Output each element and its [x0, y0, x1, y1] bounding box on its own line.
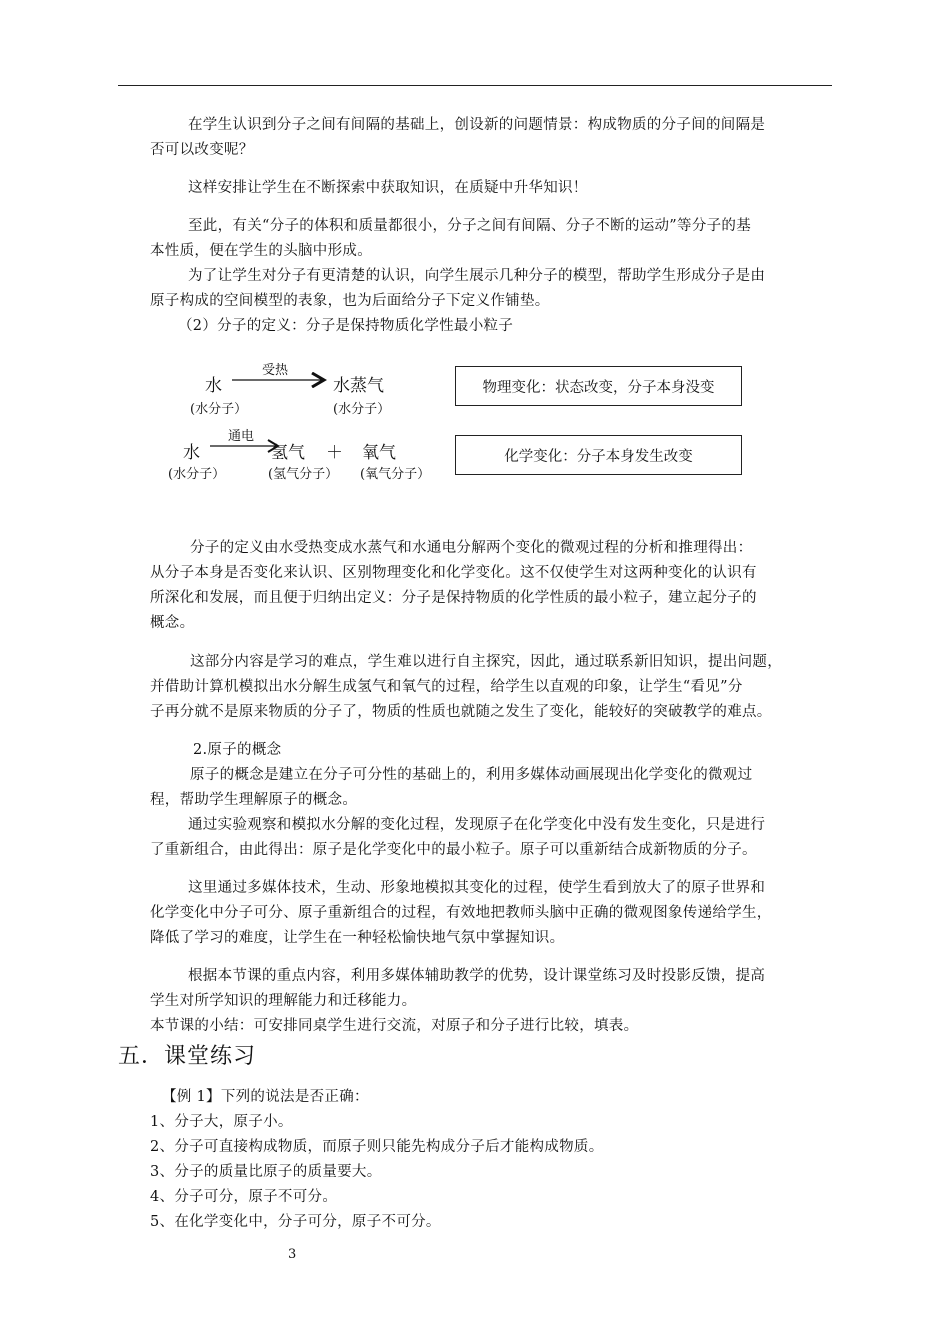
- paragraph-line: 降低了学习的难度，让学生在一种轻松愉快地气氛中掌握知识。: [150, 930, 565, 946]
- paragraph-line: 原子的概念是建立在分子可分性的基础上的，利用多媒体动画展现出化学变化的微观过: [190, 767, 753, 783]
- paragraph-line: 了重新组合，由此得出：原子是化学变化中的最小粒子。原子可以重新结合成新物质的分子。: [150, 842, 757, 858]
- paragraph-line: 子再分就不是原来物质的分子了，物质的性质也就随之发生了变化，能较好的突破教学的难点。: [150, 704, 772, 720]
- page-number: 3: [288, 1247, 297, 1262]
- steam-molecule-label: (水分子）: [333, 402, 391, 417]
- water-molecule-label: (水分子）: [190, 402, 248, 417]
- chemical-change-text: 化学变化：分子本身发生改变: [504, 448, 693, 465]
- hydrogen-molecule-label: (氢气分子）: [268, 467, 339, 482]
- paragraph-line: 在学生认识到分子之间有间隔的基础上，创设新的问题情景：构成物质的分子间的间隔是: [188, 117, 766, 133]
- oxygen-molecule-label: (氧气分子）: [360, 467, 431, 482]
- header-rule: [118, 85, 832, 86]
- paragraph-line: 否可以改变呢？: [150, 142, 254, 158]
- hydrogen-label: 氢气: [271, 443, 305, 463]
- water-label-2: 水: [183, 443, 200, 463]
- paragraph-line: 至此，有关“分子的体积和质量都很小，分子之间有间隔、分子不断的运动”等分子的基: [188, 218, 752, 234]
- exercise-item: 4、分子可分，原子不可分。: [150, 1189, 338, 1205]
- oxygen-label: 氧气: [362, 443, 396, 463]
- physical-change-box: [455, 366, 742, 406]
- paragraph-line: 学生对所学知识的理解能力和迁移能力。: [150, 993, 417, 1009]
- subheading-atom-concept: 2.原子的概念: [193, 742, 282, 758]
- electrolysis-label: 通电: [228, 429, 255, 444]
- example-title: 【例 1】下列的说法是否正确：: [162, 1089, 369, 1105]
- plus-sign: ＋: [326, 443, 343, 463]
- exercise-item: 3、分子的质量比原子的质量要大。: [150, 1164, 382, 1180]
- exercise-item: 1、分子大，原子小。: [150, 1114, 293, 1130]
- exercise-item: 2、分子可直接构成物质，而原子则只能先构成分子后才能构成物质。: [150, 1139, 604, 1155]
- paragraph-line: 并借助计算机模拟出水分解生成氢气和氧气的过程，给学生以直观的印象，让学生“看见”分: [150, 679, 743, 695]
- paragraph-line: 根据本节课的重点内容，利用多媒体辅助教学的优势，设计课堂练习及时投影反馈，提高: [188, 968, 766, 984]
- paragraph-line: 原子构成的空间模型的表象，也为后面给分子下定义作铺垫。: [150, 293, 550, 309]
- paragraph-line: 概念。: [150, 615, 195, 631]
- chemical-change-box: [455, 435, 742, 475]
- paragraph-line: 为了让学生对分子有更清楚的认识，向学生展示几种分子的模型，帮助学生形成分子是由: [188, 268, 766, 284]
- paragraph-line: 从分子本身是否变化来认识、区别物理变化和化学变化。这不仅使学生对这两种变化的认识有: [150, 565, 757, 581]
- physical-change-text: 物理变化：状态改变，分子本身没变: [482, 379, 715, 396]
- paragraph-line: 通过实验观察和模拟水分解的变化过程，发现原子在化学变化中没有发生变化，只是进行: [188, 817, 766, 833]
- water-molecule-label-2: (水分子）: [168, 467, 226, 482]
- section-heading: 五．课堂练习: [118, 1044, 257, 1069]
- arrow-icon: [232, 372, 332, 388]
- paragraph-line: 这样安排让学生在不断探索中获取知识，在质疑中升华知识！: [188, 180, 588, 196]
- water-label: 水: [205, 376, 222, 396]
- paragraph-line: 本性质，便在学生的头脑中形成。: [150, 243, 372, 259]
- paragraph-line: 分子的定义由水受热变成水蒸气和水通电分解两个变化的微观过程的分析和推理得出：: [190, 540, 753, 556]
- paragraph-line: 程，帮助学生理解原子的概念。: [150, 792, 358, 808]
- paragraph-line: 这部分内容是学习的难点，学生难以进行自主探究，因此，通过联系新旧知识，提出问题，: [190, 654, 782, 670]
- exercise-item: 5、在化学变化中，分子可分，原子不可分。: [150, 1214, 441, 1230]
- paragraph-line: 所深化和发展，而且便于归纳出定义：分子是保持物质的化学性质的最小粒子，建立起分子的: [150, 590, 757, 606]
- heating-label: 受热: [262, 363, 289, 378]
- steam-label: 水蒸气: [333, 376, 384, 396]
- paragraph-line: 化学变化中分子可分、原子重新组合的过程，有效地把教师头脑中正确的微观图象传递给学生，: [150, 905, 772, 921]
- definition-line: （2）分子的定义：分子是保持物质化学性最小粒子: [178, 318, 514, 334]
- summary-line: 本节课的小结：可安排同桌学生进行交流，对原子和分子进行比较，填表。: [150, 1018, 639, 1034]
- paragraph-line: 这里通过多媒体技术，生动、形象地模拟其变化的过程，使学生看到放大了的原子世界和: [188, 880, 766, 896]
